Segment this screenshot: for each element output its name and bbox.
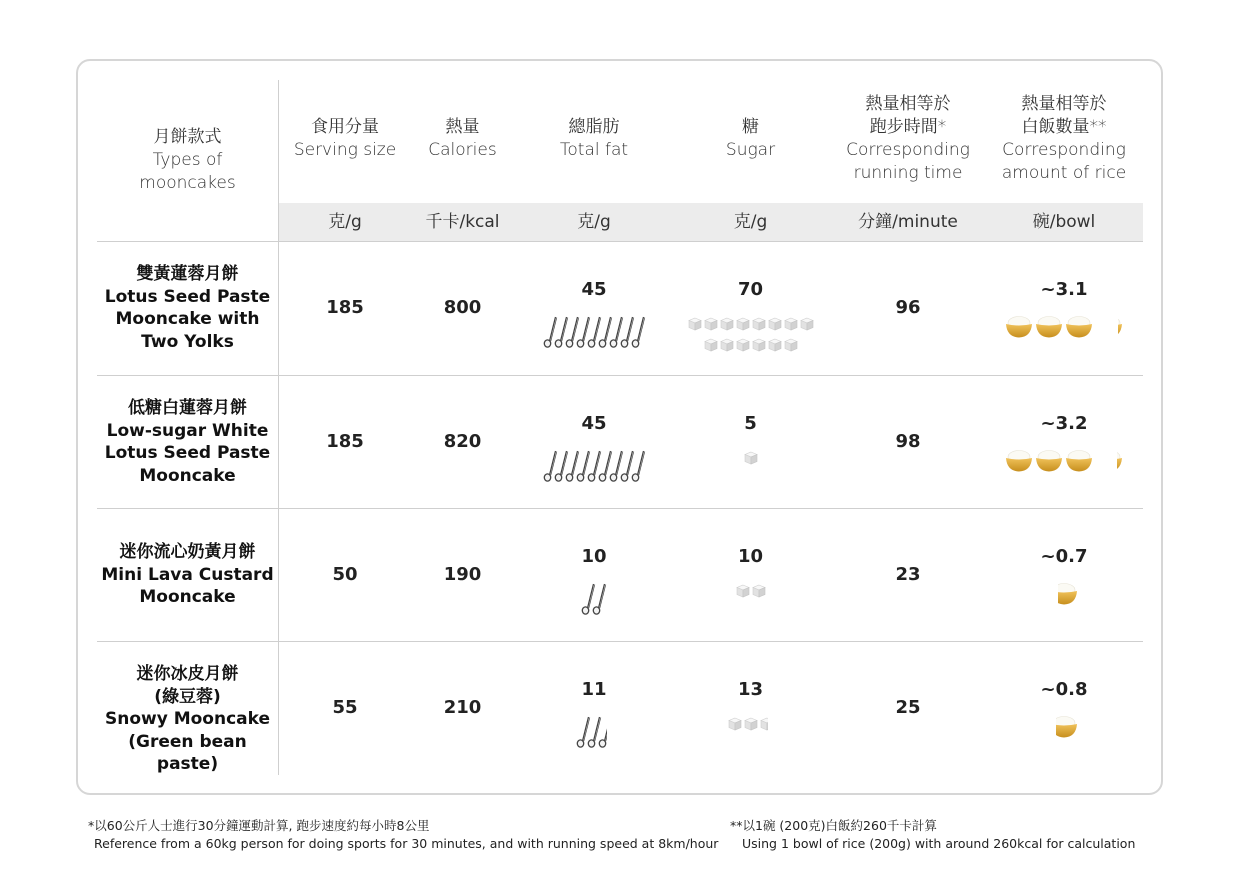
- unit-serving: 克/g: [328, 212, 362, 232]
- header-sugar: [668, 116, 833, 162]
- sugar-cube-icon: [760, 716, 774, 735]
- row-divider: [97, 241, 1143, 242]
- header-type: [97, 126, 278, 195]
- unit-rice: 碗/bowl: [1032, 212, 1096, 232]
- header-running-zh2: 跑步時間*: [869, 117, 947, 137]
- mooncake-name-line: Mooncake: [139, 465, 236, 486]
- header-serving-zh: 食用分量: [311, 117, 379, 137]
- unit-fat: 克/g: [577, 212, 611, 232]
- sugar-cube-icon: [744, 450, 758, 469]
- sugar-cubes: [686, 315, 816, 357]
- sugar-cube-icon: [720, 337, 734, 356]
- header-running-en2: running time: [853, 163, 963, 183]
- row-divider: [97, 641, 1143, 642]
- sugar-value: 10: [737, 546, 764, 567]
- sugar-value: 5: [744, 413, 757, 434]
- calories-value: 190: [443, 564, 482, 585]
- serving-value: 55: [332, 697, 358, 718]
- rice-bowl-icon: [1065, 447, 1093, 477]
- rice-bowl-icon: [1005, 313, 1033, 343]
- header-fat-zh: 總脂肪: [568, 117, 620, 137]
- rice-bowl-icon: [1050, 713, 1078, 743]
- header-running-zh1: 熱量相等於: [865, 94, 951, 114]
- mooncake-name-line: 迷你流心奶黃月餅: [119, 542, 256, 563]
- sugar-cube-icon: [744, 716, 758, 735]
- column-divider: [278, 80, 279, 775]
- mooncake-name: [97, 263, 278, 353]
- fat-spoons: [520, 315, 668, 353]
- header-calories-zh: 熱量: [445, 117, 480, 137]
- header-running-en1: Corresponding: [846, 140, 970, 160]
- sugar-cube-icon: [768, 316, 782, 335]
- fat-spoons: [520, 449, 668, 487]
- footnote-running: [88, 817, 718, 853]
- footnote-running-zh: *以60公斤人士進行30分鐘運動計算, 跑步速度約每小時8公里: [88, 818, 430, 833]
- spoon-icon: [598, 715, 613, 753]
- header-rice-en1: Corresponding: [1002, 140, 1126, 160]
- rice-bowl-icon: [1050, 580, 1078, 610]
- header-running: [833, 93, 983, 185]
- rice-bowl-icon: [1035, 313, 1063, 343]
- mooncake-name: [97, 663, 278, 776]
- running-value: 23: [895, 564, 921, 585]
- calories-value: 820: [443, 431, 482, 452]
- header-sugar-zh: 糖: [742, 117, 759, 137]
- header-calories: [405, 116, 520, 162]
- mooncake-name: [97, 397, 278, 487]
- footnote-rice: [730, 817, 1135, 853]
- header-type-zh: 月餅款式: [153, 127, 222, 147]
- calories-value: 210: [443, 697, 482, 718]
- rice-bowl-icon: [1095, 313, 1123, 343]
- rice-bowl-icon: [1035, 447, 1063, 477]
- unit-running: 分鐘/minute: [858, 212, 958, 232]
- spoon-icon: [592, 582, 607, 620]
- rice-bowls: [983, 447, 1145, 477]
- sugar-cubes: [686, 715, 816, 736]
- serving-value: 185: [326, 297, 364, 318]
- mooncake-name-line: Snowy Mooncake: [104, 709, 271, 729]
- spoon-icon: [631, 315, 646, 353]
- footnote-running-en: Reference from a 60kg person for doing sports for 30 minutes, and with running speed at 8km/hour: [94, 836, 719, 851]
- header-serving: [285, 116, 405, 162]
- rice-value: ~0.8: [1040, 679, 1088, 700]
- header-serving-en: Serving size: [293, 140, 397, 160]
- sugar-cube-icon: [800, 316, 814, 335]
- header-fat-en: Total fat: [559, 140, 629, 160]
- mooncake-name-line: Mooncake with: [115, 309, 260, 329]
- sugar-cube-icon: [768, 337, 782, 356]
- sugar-cube-icon: [688, 316, 702, 335]
- header-sugar-en: Sugar: [725, 140, 776, 160]
- rice-bowls: [983, 580, 1145, 610]
- header-type-en1: Types of: [152, 150, 223, 170]
- fat-spoons: [520, 582, 668, 620]
- mooncake-name-line: Mini Lava Custard: [101, 564, 274, 585]
- sugar-cube-icon: [728, 716, 742, 735]
- mooncake-name-line: (Green bean paste): [128, 731, 247, 774]
- sugar-value: 13: [737, 679, 764, 700]
- running-value: 25: [895, 697, 921, 718]
- calories-value: 800: [443, 297, 482, 318]
- fat-value: 45: [581, 279, 607, 300]
- sugar-cube-icon: [720, 316, 734, 335]
- header-rice: [983, 93, 1145, 185]
- running-value: 98: [895, 431, 921, 452]
- mooncake-name-line: 低糖白蓮蓉月餅: [128, 398, 247, 418]
- mooncake-name-line: 雙黃蓮蓉月餅: [136, 264, 239, 284]
- sugar-cube-icon: [784, 316, 798, 335]
- sugar-cube-icon: [704, 316, 718, 335]
- fat-value: 10: [581, 546, 607, 567]
- unit-calories: 千卡/kcal: [425, 212, 500, 232]
- header-rice-zh1: 熱量相等於: [1021, 94, 1107, 114]
- mooncake-name-line: 迷你冰皮月餅: [136, 664, 239, 684]
- footnote-rice-en: Using 1 bowl of rice (200g) with around 260kcal for calculation: [742, 836, 1136, 851]
- sugar-cube-icon: [752, 316, 766, 335]
- rice-bowl-icon: [1095, 447, 1123, 477]
- rice-value: ~3.1: [1040, 279, 1088, 300]
- mooncake-name-line: (綠豆蓉): [154, 686, 221, 707]
- header-calories-en: Calories: [428, 140, 497, 160]
- mooncake-name-line: Lotus Seed Paste: [104, 286, 271, 307]
- header-type-en2: mooncakes: [139, 173, 236, 193]
- row-divider: [97, 508, 1143, 509]
- mooncake-name-line: Low-sugar White: [106, 420, 269, 441]
- mooncake-name-line: Mooncake: [139, 587, 236, 608]
- sugar-cube-icon: [752, 337, 766, 356]
- sugar-cubes: [686, 582, 816, 603]
- mooncake-name-line: Lotus Seed Paste: [104, 443, 271, 463]
- header-fat: [520, 116, 668, 162]
- header-rice-zh2: 白飯數量**: [1021, 117, 1107, 137]
- unit-sugar: 克/g: [733, 212, 768, 232]
- rice-bowl-icon: [1005, 447, 1033, 477]
- running-value: 96: [895, 297, 921, 318]
- fat-spoons: [520, 715, 668, 753]
- row-divider: [97, 375, 1143, 376]
- mooncake-name-line: Two Yolks: [141, 331, 234, 352]
- sugar-value: 70: [737, 279, 764, 300]
- rice-bowl-icon: [1065, 313, 1093, 343]
- serving-value: 50: [332, 564, 358, 585]
- sugar-cube-icon: [736, 583, 750, 602]
- sugar-cube-icon: [736, 316, 750, 335]
- fat-value: 11: [581, 679, 607, 700]
- rice-value: ~0.7: [1040, 546, 1088, 567]
- sugar-cube-icon: [704, 337, 718, 356]
- serving-value: 185: [326, 431, 364, 452]
- mooncake-name: [97, 541, 278, 609]
- sugar-cube-icon: [752, 583, 766, 602]
- rice-value: ~3.2: [1040, 413, 1088, 434]
- spoon-icon: [631, 449, 646, 487]
- sugar-cube-icon: [784, 337, 798, 356]
- rice-bowls: [983, 313, 1145, 343]
- rice-bowls: [983, 713, 1145, 743]
- fat-value: 45: [581, 413, 607, 434]
- sugar-cubes: [686, 449, 816, 470]
- header-rice-en2: amount of rice: [1001, 163, 1127, 183]
- sugar-cube-icon: [736, 337, 750, 356]
- footnote-rice-zh: **以1碗 (200克)白飯約260千卡計算: [730, 818, 937, 833]
